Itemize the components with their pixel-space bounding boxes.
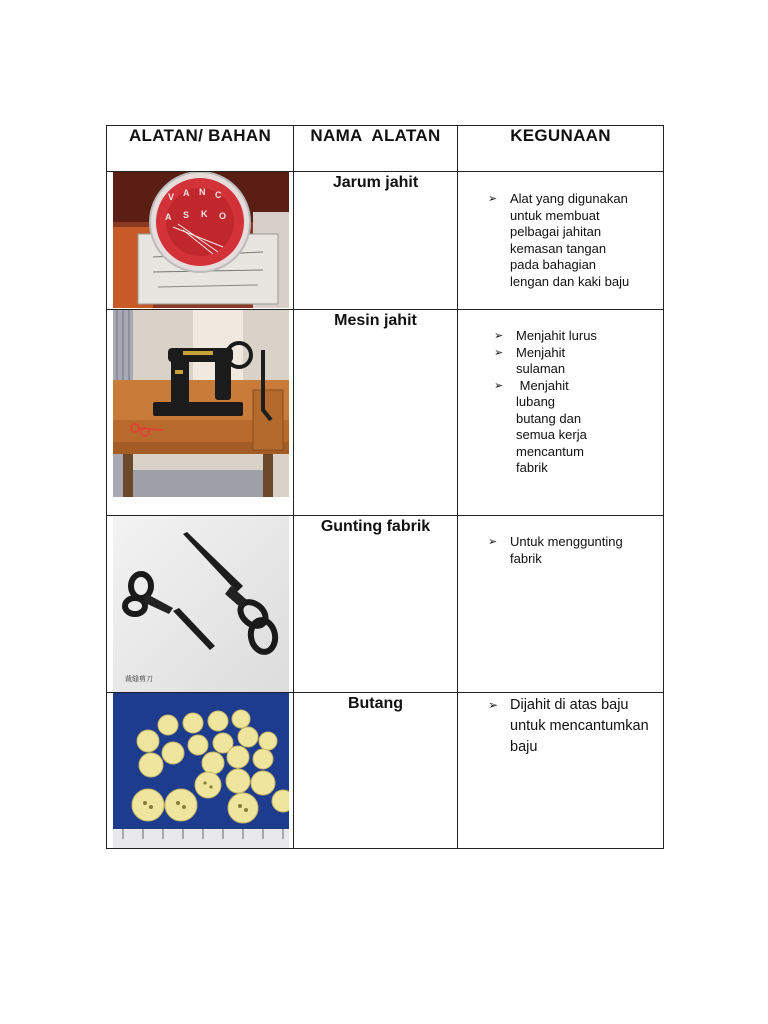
tools-table: [106, 125, 664, 849]
name-cell: [294, 310, 458, 516]
image-cell: [107, 516, 294, 693]
scissors-icon: [113, 516, 289, 692]
arrow-bullet-icon: ➢: [494, 379, 504, 392]
table-row: [107, 172, 664, 310]
table-row: [107, 693, 664, 849]
needle-pack-icon: [113, 172, 289, 308]
list-item: ➢ Menjahit sulaman: [494, 344, 566, 376]
name-cell: [294, 693, 458, 849]
uses-cell: [458, 172, 664, 310]
header-row: [107, 126, 664, 172]
image-cell: [107, 172, 294, 310]
list-item: ➢ Untuk menggunting fabrik: [488, 534, 623, 566]
uses-list: [494, 328, 614, 477]
tool-name: Mesin jahit: [334, 312, 417, 329]
arrow-bullet-icon: ➢: [494, 346, 504, 359]
header-kegunaan: KEGUNAAN: [458, 126, 664, 172]
arrow-bullet-icon: ➢: [494, 330, 504, 342]
list-item: ➢ Alat yang digunakan untuk membuat pelbagai jahitan kemasan tangan pada bahagian lengan dan kaki baju: [488, 191, 630, 289]
table-row: [107, 310, 664, 516]
image-cell: [107, 310, 294, 516]
uses-cell: [458, 693, 664, 849]
svg-text:S: S: [183, 210, 190, 220]
svg-text:裁缝剪刀: 裁缝剪刀: [125, 675, 153, 683]
header-alatan-bahan: ALATAN/ BAHAN: [107, 126, 294, 172]
name-cell: [294, 172, 458, 310]
arrow-bullet-icon: ➢: [488, 698, 499, 712]
uses-list: [488, 534, 638, 567]
name-cell: [294, 516, 458, 693]
svg-text:K: K: [201, 209, 208, 219]
uses-list: [488, 695, 659, 758]
svg-text:V: V: [168, 192, 175, 202]
uses-list: [488, 191, 638, 290]
header-nama-alatan: NAMA ALATAN: [294, 126, 458, 172]
tool-name: Butang: [347, 695, 404, 712]
list-item: ➢ Menjahit lurus: [494, 328, 597, 343]
image-cell: [107, 693, 294, 849]
uses-cell: [458, 310, 664, 516]
table-row: [107, 516, 664, 693]
tool-name: Gunting fabrik: [320, 518, 431, 535]
svg-text:A: A: [183, 188, 190, 198]
uses-cell: [458, 516, 664, 693]
list-item: ➢ Menjahit lubang butang dan semua kerja mencantum fabrik: [494, 377, 591, 475]
buttons-icon: [113, 693, 289, 848]
arrow-bullet-icon: ➢: [488, 536, 498, 548]
svg-text:N: N: [199, 187, 206, 197]
arrow-bullet-icon: ➢: [488, 193, 498, 205]
svg-text:A: A: [165, 212, 172, 222]
svg-text:C: C: [215, 190, 222, 200]
list-item: ➢ Dijahit di atas baju untuk mencantumkan baju: [488, 697, 649, 755]
sewing-machine-icon: [113, 310, 289, 497]
tool-name: Jarum jahit: [332, 174, 419, 191]
svg-text:O: O: [219, 211, 227, 221]
